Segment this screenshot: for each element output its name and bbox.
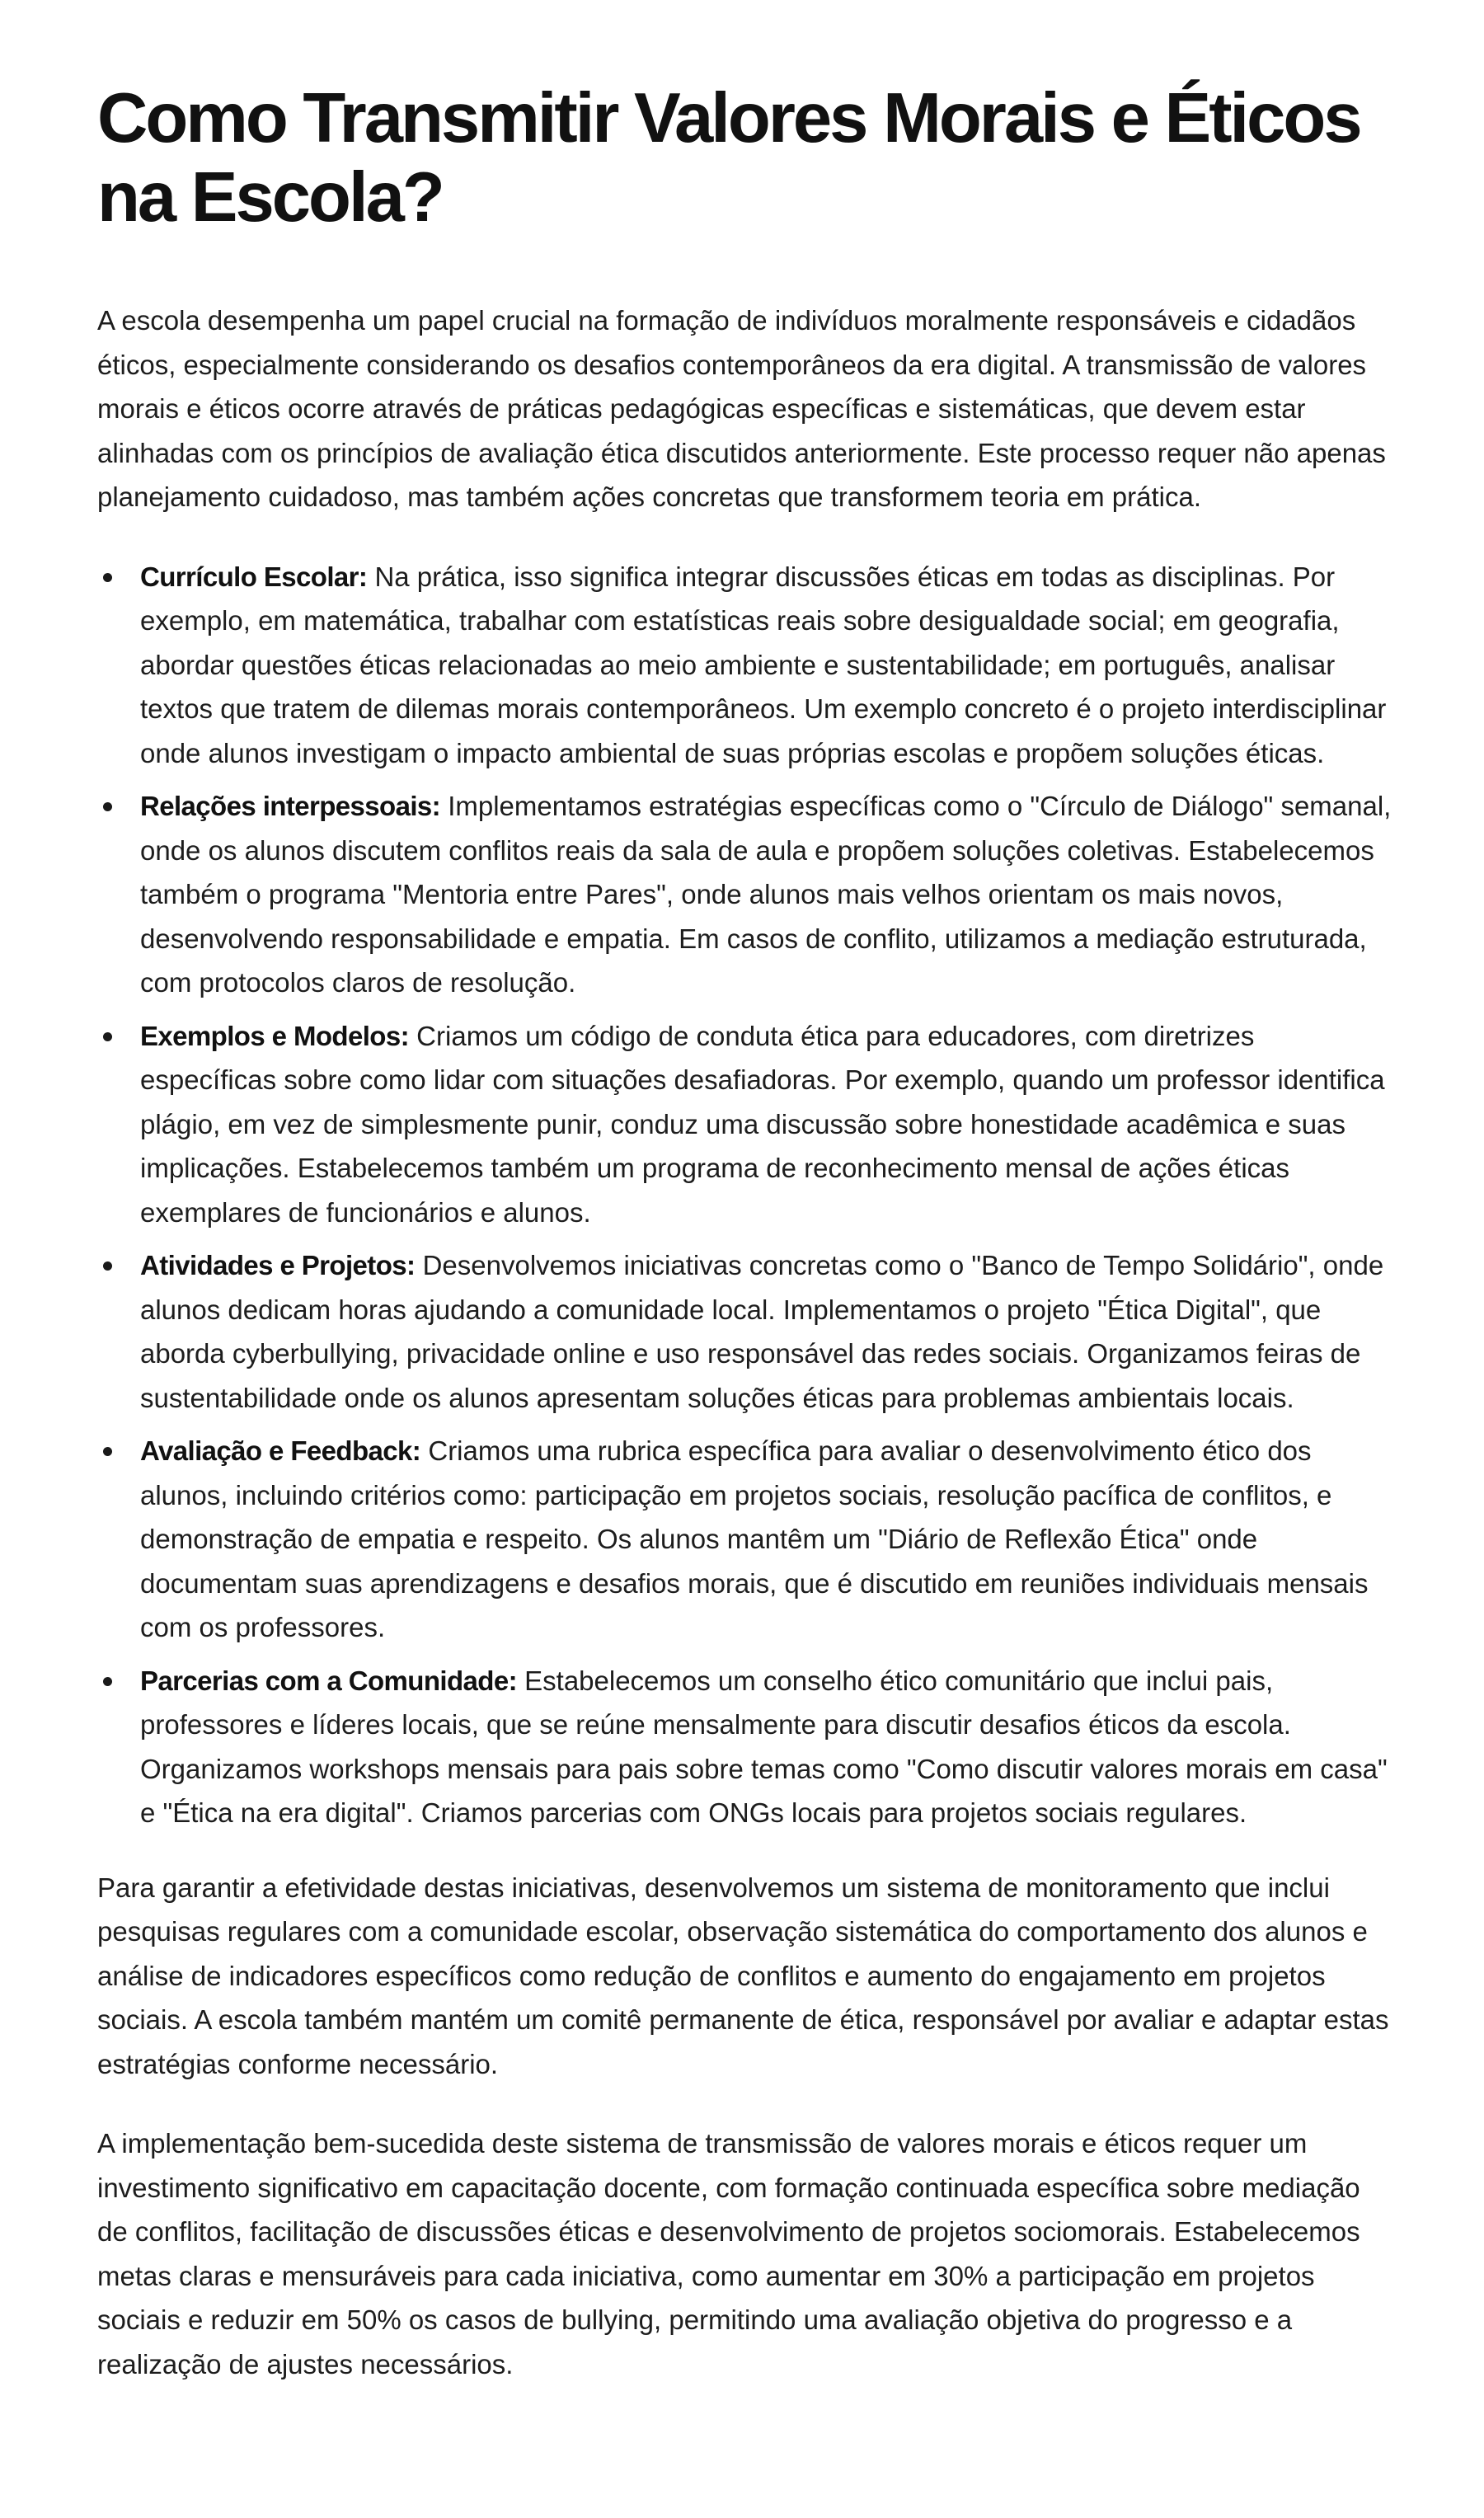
list-item-avaliacao: [97, 1429, 1392, 1650]
list-item-text: Na prática, isso significa integrar discussões éticas em todas as disciplinas. Por exemplo, em matemática, trabalhar com estatísticas reais sobre desigualdade social; em geografia, abordar questões éticas relacionadas ao meio ambiente e sustentabilidade; em português, analisar textos que tratem de dilemas morais contemporâneos. Um exemplo concreto é o projeto interdisciplinar onde alunos investigam o impacto ambiental de suas próprias escolas e propõem soluções éticas.: [140, 561, 1387, 768]
list-item-label: Currículo Escolar:: [140, 561, 368, 592]
list-item-atividades: [97, 1243, 1392, 1420]
intro-paragraph: A escola desempenha um papel crucial na formação de indivíduos moralmente responsáveis e cidadãos éticos, especialmente considerando os desafios contemporâneos da era digital. A transmissão de valores morais e éticos ocorre através de práticas pedagógicas específicas e sistemáticas, que devem estar alinhadas com os princípios de avaliação ética discutidos anteriormente. Este processo requer não apenas planejamento cuidadoso, mas também ações concretas que transformem teoria em prática.: [97, 305, 1386, 512]
list-item-relacoes: [97, 784, 1392, 1005]
list-item-curriculo: [97, 555, 1392, 776]
list-item-text: Criamos um código de conduta ética para educadores, com diretrizes específicas sobre como lidar com situações desafiadoras. Por exemplo, quando um professor identifica plágio, em vez de simplesmente punir, conduz uma discussão sobre honestidade acadêmica e suas implicações. Estabelecemos também um programa de reconhecimento mensal de ações éticas exemplares de funcionários e alunos.: [140, 1020, 1385, 1228]
list-item-text: Implementamos estratégias específicas como o "Círculo de Diálogo" semanal, onde os alunos discutem conflitos reais da sala de aula e propõem soluções coletivas. Estabelecemos também o programa "Mentoria entre Pares", onde alunos mais velhos orientam os mais novos, desenvolvendo responsabilidade e empatia. Em casos de conflito, utilizamos a mediação estruturada, com protocolos claros de resolução.: [140, 791, 1392, 998]
list-item-label: Atividades e Projetos:: [140, 1250, 416, 1280]
list-item-label: Relações interpessoais:: [140, 791, 441, 821]
list-item-text: Estabelecemos um conselho ético comunitário que inclui pais, professores e líderes locais, que se reúne mensalmente para discutir desafios éticos da escola. Organizamos workshops mensais para pais sobre temas como "Como discutir valores morais em casa" e "Ética na era digital". Criamos parcerias com ONGs locais para projetos sociais regulares.: [140, 1665, 1388, 1828]
list-item-label: Exemplos e Modelos:: [140, 1020, 410, 1051]
list-item-label: Avaliação e Feedback:: [140, 1435, 421, 1466]
monitoring-paragraph: Para garantir a efetividade destas iniciativas, desenvolvemos um sistema de monitoramento que inclui pesquisas regulares com a comunidade escolar, observação sistemática do comportamento dos alunos e análise de indicadores específicos como redução de conflitos e aumento do engajamento em projetos sociais. A escola também mantém um comitê permanente de ética, responsável por avaliar e adaptar estas estratégias conforme necessário.: [97, 1872, 1389, 2079]
strategy-list: [97, 555, 1392, 1835]
page-title: Como Transmitir Valores Morais e Éticos na Escola?: [97, 79, 1360, 237]
list-item-label: Parcerias com a Comunidade:: [140, 1665, 517, 1696]
list-item-exemplos: [97, 1014, 1392, 1235]
list-item-text: Criamos uma rubrica específica para avaliar o desenvolvimento ético dos alunos, incluindo critérios como: participação em projetos sociais, resolução pacífica de conflitos, e demonstração de empatia e respeito. Os alunos mantêm um "Diário de Reflexão Ética" onde documentam suas aprendizagens e desafios morais, que é discutido em reuniões individuais mensais com os professores.: [140, 1435, 1369, 1642]
implementation-paragraph: A implementação bem-sucedida deste sistema de transmissão de valores morais e éticos requer um investimento significativo em capacitação docente, com formação continuada específica sobre mediação de conflitos, facilitação de discussões éticas e desenvolvimento de projetos sociomorais. Estabelecemos metas claras e mensuráveis para cada iniciativa, como aumentar em 30% a participação em projetos sociais e reduzir em 50% os casos de bullying, permitindo uma avaliação objetiva do progresso e a realização de ajustes necessários.: [97, 2128, 1360, 2379]
list-item-parcerias: [97, 1659, 1392, 1835]
list-item-text: Desenvolvemos iniciativas concretas como o "Banco de Tempo Solidário", onde alunos dedicam horas ajudando a comunidade local. Implementamos o projeto "Ética Digital", que aborda cyberbullying, privacidade online e uso responsável das redes sociais. Organizamos feiras de sustentabilidade onde os alunos apresentam soluções éticas para problemas ambientais locais.: [140, 1250, 1384, 1413]
